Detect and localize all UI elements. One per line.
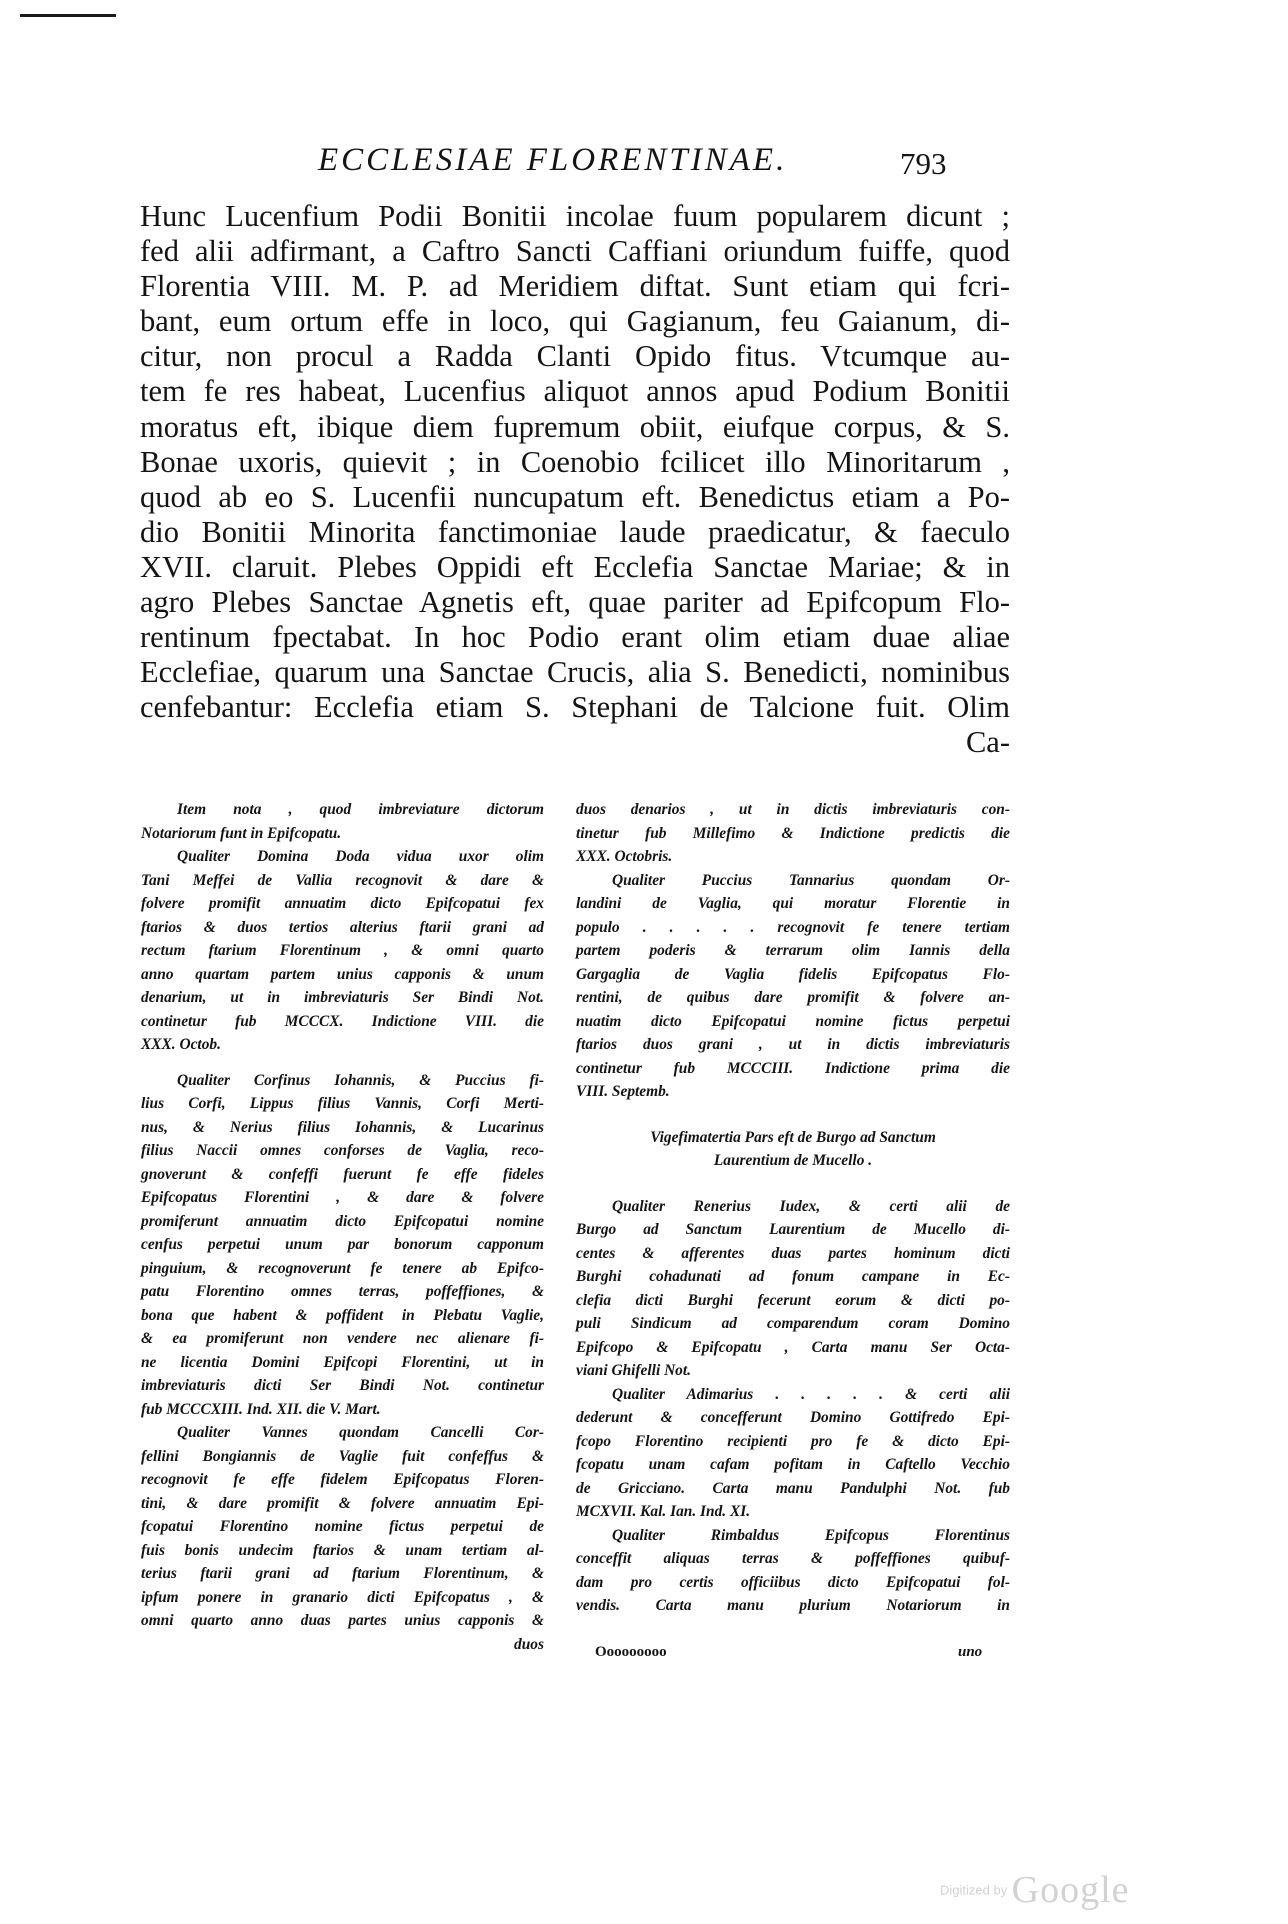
note-line: rentini, de quibus dare promifit & folvere an-: [576, 989, 1010, 1006]
note-line: de Gricciano. Carta manu Pandulphi Not. fub: [576, 1479, 1010, 1497]
note-line: duos denarios , ut in dictis imbreviaturis con-: [576, 801, 1010, 818]
note-line: pinguium, & recognoverunt fe tenere ab Epifco-: [141, 1259, 544, 1277]
signature-mark: Ooooooooo: [595, 1644, 667, 1660]
note-line: lius Corfi, Lippus filius Vannis, Corfi Merti-: [141, 1095, 544, 1112]
watermark-digitized-text: Digitized by: [940, 1882, 1008, 1898]
top-rule: [20, 14, 116, 17]
note-line: fcopatui Florentino nomine fictus perpetui de: [141, 1518, 544, 1535]
note-line: Item nota , quod imbreviature dictorum: [177, 801, 544, 818]
main-text-line: fed alii adfirmant, a Caftro Sancti Caffiani oriundum fuiffe, quod: [140, 234, 1010, 269]
note-line: tini, & dare promifit & folvere annuatim Epi-: [141, 1494, 544, 1512]
note-line: denarium, ut in imbreviaturis Ser Bindi Not.: [141, 989, 544, 1006]
note-spacer: [576, 1173, 1010, 1195]
note-line: ne licentia Domini Epifcopi Florentini, ut in: [141, 1353, 544, 1371]
note-line: Gargaglia de Vaglia fidelis Epifcopatus Flo-: [576, 965, 1010, 983]
note-line: clefia dicti Burghi fecerunt eorum & dicti po-: [576, 1291, 1010, 1309]
note-line: Qualiter Corfinus Iohannis, & Puccius fi-: [177, 1071, 544, 1089]
note-line: Tani Meffei de Vallia recognovit & dare &: [141, 871, 544, 889]
note-line: gnoverunt & confeffi fuerunt fe effe fideles: [141, 1165, 544, 1183]
main-text-line: Florentia VIII. M. P. ad Meridiem diftat. Sunt etiam qui fcri-: [140, 269, 1010, 304]
note-line: XXX. Octob.: [141, 1036, 221, 1053]
main-text-line: agro Plebes Sanctae Agnetis eft, quae pariter ad Epifcopum Flo-: [140, 585, 1010, 620]
note-line: fcopo Florentino recipienti pro fe & dicto Epi-: [576, 1432, 1010, 1450]
main-text-block: [140, 199, 1010, 761]
note-line: patu Florentino omnes terras, poffeffiones, &: [141, 1283, 544, 1300]
note-line: terius ftarii grani ad ftarium Florentinum, &: [141, 1565, 544, 1582]
digitized-watermark: [940, 1868, 1130, 1912]
note-line: Epifcopo & Epifcopatu , Carta manu Ser Octa-: [576, 1338, 1010, 1356]
note-line: promiferunt annuatim dicto Epifcopatui nomine: [141, 1212, 544, 1230]
note-line: vendis. Carta manu plurium Notariorum in: [576, 1597, 1010, 1614]
note-line: tinetur fub Millefimo & Indictione predictis die: [576, 824, 1010, 842]
note-line: ftarios & duos tertios alterius ftarii grani ad: [141, 918, 544, 936]
note-spacer: [141, 1057, 544, 1069]
section-heading: Vigefimatertia Pars eft de Burgo ad Sanctum: [650, 1128, 936, 1146]
note-line: Burgo ad Sanctum Laurentium de Mucello di-: [576, 1221, 1010, 1238]
main-text-catchword: Ca-: [965, 725, 1010, 760]
note-line: fub MCCCXIII. Ind. XII. die V. Mart.: [141, 1400, 381, 1418]
main-text-line: Hunc Lucenfium Podii Bonitii incolae fuum popularem dicunt ;: [140, 199, 1010, 233]
note-line: centes & afferentes duas partes hominum dicti: [576, 1244, 1010, 1262]
main-text-line: tem fe res habeat, Lucenfius aliquot annos apud Podium Bonitii: [140, 374, 1010, 409]
note-catchword: duos: [514, 1635, 544, 1653]
note-line: fuis bonis undecim ftarios & unam tertiam al-: [141, 1541, 544, 1559]
note-line: Qualiter Vannes quondam Cancelli Cor-: [177, 1424, 544, 1441]
main-text-line: XVII. claruit. Plebes Oppidi eft Ecclefia Sanctae Mariae; & in: [140, 549, 1010, 584]
note-line: conceffit aliquas terras & poffeffiones quibuf-: [576, 1550, 1010, 1567]
note-line: puli Sindicum ad comparendum coram Domino: [576, 1315, 1010, 1332]
note-line: rectum ftarium Florentinum , & omni quarto: [141, 942, 544, 959]
note-line: MCXVII. Kal. Ian. Ind. XI.: [576, 1503, 751, 1520]
note-line: dam pro certis officiibus dicto Epifcopatui fol-: [576, 1573, 1010, 1591]
main-text-line: Ecclefiae, quarum una Sanctae Crucis, alia S. Benedicti, nominibus: [140, 655, 1010, 690]
note-line: fcopatu unam cafam pofitam in Caftello Vecchio: [576, 1456, 1010, 1473]
main-text-line: moratus eft, ibique diem fupremum obiit, eiufque corpus, & S.: [140, 409, 1010, 444]
watermark-brand-logo: Google: [1011, 1869, 1130, 1911]
note-line: Qualiter Puccius Tannarius quondam Or-: [612, 871, 1010, 889]
note-line: ipfum ponere in granario dicti Epifcopatus , &: [141, 1588, 544, 1606]
note-line: omni quarto anno duas partes unius capponis &: [141, 1612, 544, 1629]
note-line: nuatim dicto Epifcopatui nomine fictus perpetui: [576, 1012, 1010, 1030]
note-line: Qualiter Adimarius . . . . . & certi alii: [612, 1385, 1010, 1403]
main-text-line: cenfebantur: Ecclefia etiam S. Stephani de Talcione fuit. Olim: [140, 690, 1010, 725]
note-line: Qualiter Renerius Iudex, & certi alii de: [612, 1197, 1010, 1215]
note-line: XXX. Octobris.: [576, 848, 673, 865]
note-line: imbreviaturis dicti Ser Bindi Not. continetur: [141, 1377, 544, 1394]
main-text-line: bant, eum ortum effe in loco, qui Gagianum, feu Gaianum, di-: [140, 304, 1010, 339]
note-line: viani Ghifelli Not.: [576, 1362, 692, 1379]
note-line: filius Naccii omnes conforses de Vaglia, reco-: [141, 1142, 544, 1159]
main-text-line: quod ab eo S. Lucenfii nuncupatum eft. Benedictus etiam a Po-: [140, 479, 1010, 514]
page-header: [0, 142, 1288, 190]
note-line: partem poderis & terrarum olim Iannis della: [576, 942, 1010, 959]
note-line: Burghi cohadunati ad fonum campane in Ec-: [576, 1268, 1010, 1285]
note-line: ftarios duos grani , ut in dictis imbreviaturis: [576, 1036, 1010, 1053]
note-line: VIII. Septemb.: [576, 1083, 670, 1100]
note-line: Qualiter Rimbaldus Epifcopus Florentinus: [612, 1526, 1010, 1544]
note-spacer: [576, 1104, 1010, 1126]
main-text-line: Bonae uxoris, quievit ; in Coenobio fcilicet illo Minoritarum ,: [140, 444, 1010, 479]
catchword: uno: [958, 1644, 983, 1660]
main-text-line: dio Bonitii Minorita fanctimoniae laude praedicatur, & faeculo: [140, 514, 1010, 549]
running-title: ECCLESIAE FLORENTINAE.: [318, 142, 788, 178]
note-line: populo . . . . . recognovit fe tenere tertiam: [576, 918, 1010, 936]
notes-column-right: [576, 798, 1010, 1618]
note-line: Notariorum funt in Epifcopatu.: [141, 824, 342, 842]
main-text-line: rentinum fpectabat. In hoc Podio erant olim etiam duae aliae: [140, 620, 1010, 655]
page-number: 793: [900, 146, 947, 181]
note-line: bona que habent & poffident in Plebatu Vaglie,: [141, 1306, 544, 1324]
note-line: Epifcopatus Florentini , & dare & folvere: [141, 1189, 544, 1206]
note-line: continetur fub MCCCX. Indictione VIII. die: [141, 1012, 544, 1030]
note-line: folvere promifit annuatim dicto Epifcopatui fex: [141, 895, 544, 912]
note-line: cenfus perpetui unum par bonorum capponum: [141, 1236, 544, 1253]
note-line: continetur fub MCCCIII. Indictione prima die: [576, 1059, 1010, 1077]
note-line: fellini Bongiannis de Vaglie fuit confeffus &: [141, 1447, 544, 1465]
note-line: landini de Vaglia, qui moratur Florentie in: [576, 895, 1010, 912]
note-line: recognovit fe effe fidelem Epifcopatus Floren-: [141, 1471, 544, 1488]
section-heading: Laurentium de Mucello .: [713, 1152, 873, 1169]
note-line: nus, & Nerius filius Iohannis, & Lucarinus: [141, 1118, 544, 1136]
note-line: & ea promiferunt non vendere nec alienare fi-: [141, 1330, 544, 1347]
note-line: anno quartam partem unius capponis & unum: [141, 965, 544, 983]
note-line: Qualiter Domina Doda vidua uxor olim: [177, 848, 544, 865]
note-line: dederunt & concefferunt Domino Gottifredo Epi-: [576, 1409, 1010, 1426]
main-text-line: citur, non procul a Radda Clanti Opido fitus. Vtcumque au-: [140, 339, 1010, 374]
notes-column-left: [141, 798, 544, 1656]
